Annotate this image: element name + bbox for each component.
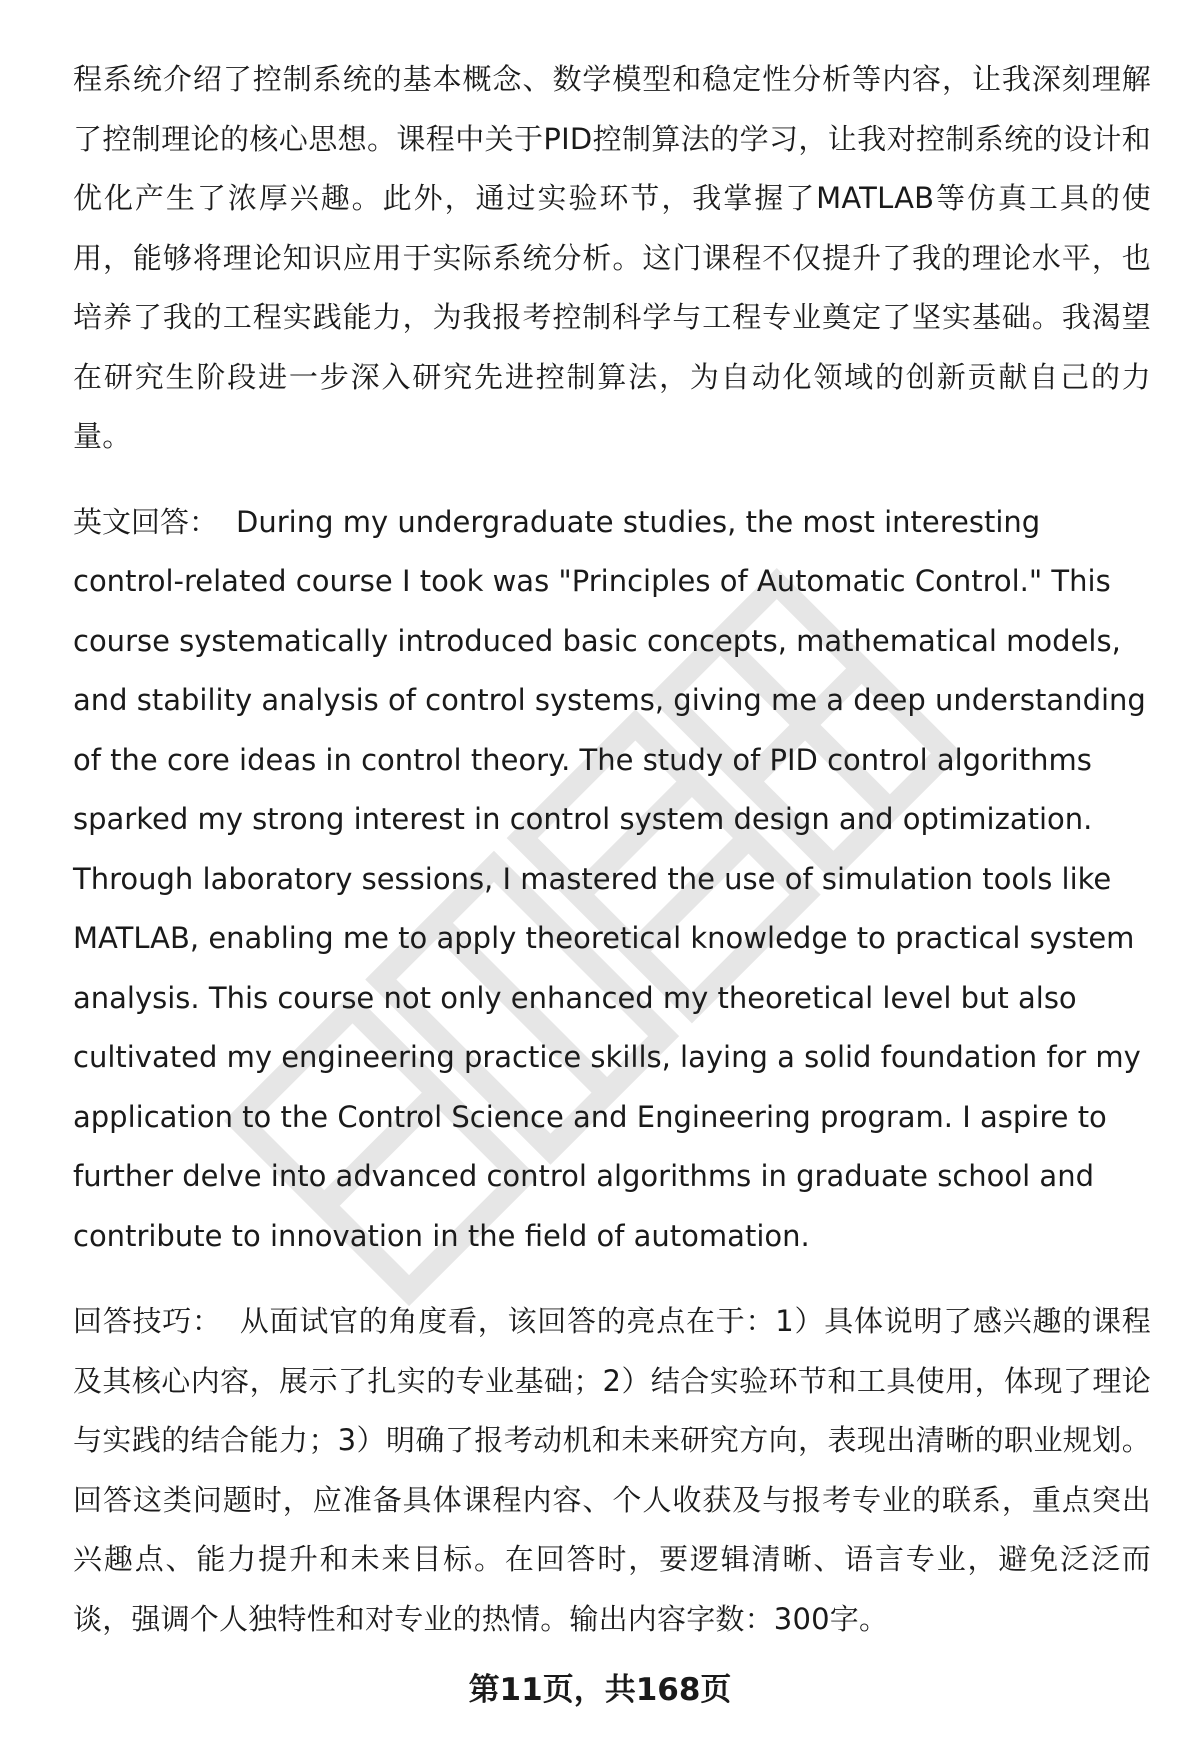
document-body <box>73 50 1151 1649</box>
page-number-footer: 第11页，共168页 <box>468 1672 732 1708</box>
answer-tips-paragraph <box>73 1292 1151 1649</box>
paragraph-cn-continuation: 程系统介绍了控制系统的基本概念、数学模型和稳定性分析等内容，让我深刻理解了控制理论的核心思想。课程中关于PID控制算法的学习，让我对控制系统的设计和优化产生了浓厚兴趣。此外，通过实验环节，我掌握了MATLAB等仿真工具的使用，能够将理论知识应用于实际系统分析。这门课程不仅提升了我的理论水平，也培养了我的工程实践能力，为我报考控制科学与工程专业奠定了坚实基础。我渴望在研究生阶段进一步深入研究先进控制算法，为自动化领域的创新贡献自己的力量。 <box>73 62 1151 453</box>
english-answer-text: During my undergraduate studies, the most interesting control-related course I took was "Principles of Automatic Control." This course systematically introduced basic concepts, mathematical models, and stability analysis of control systems, giving me a deep understanding of the core ideas in control theory. The study of PID control algorithms sparked my strong interest in control system design and optimization. Through laboratory sessions, I mastered the use of simulation tools like MATLAB, enabling me to apply theoretical knowledge to practical system analysis. This course not only enhanced my theoretical level but also cultivated my engineering practice skills, laying a solid foundation for my application to the Control Science and Engineering program. I aspire to further delve into advanced control algorithms in graduate school and contribute to innovation in the field of automation. <box>73 504 1146 1253</box>
english-answer-paragraph <box>73 493 1151 1267</box>
english-answer-label: 英文回答： <box>73 504 219 539</box>
answer-tips-label: 回答技巧： <box>73 1304 222 1338</box>
answer-tips-text: 从面试官的角度看，该回答的亮点在于：1）具体说明了感兴趣的课程及其核心内容，展示了扎实的专业基础；2）结合实验环节和工具使用，体现了理论与实践的结合能力；3）明确了报考动机和未来研究方向，表现出清晰的职业规划。回答这类问题时，应准备具体课程内容、个人收获及与报考专业的联系，重点突出兴趣点、能力提升和未来目标。在回答时，要逻辑清晰、语言专业，避免泛泛而谈，强调个人独特性和对专业的热情。输出内容字数：300字。 <box>73 1304 1151 1636</box>
